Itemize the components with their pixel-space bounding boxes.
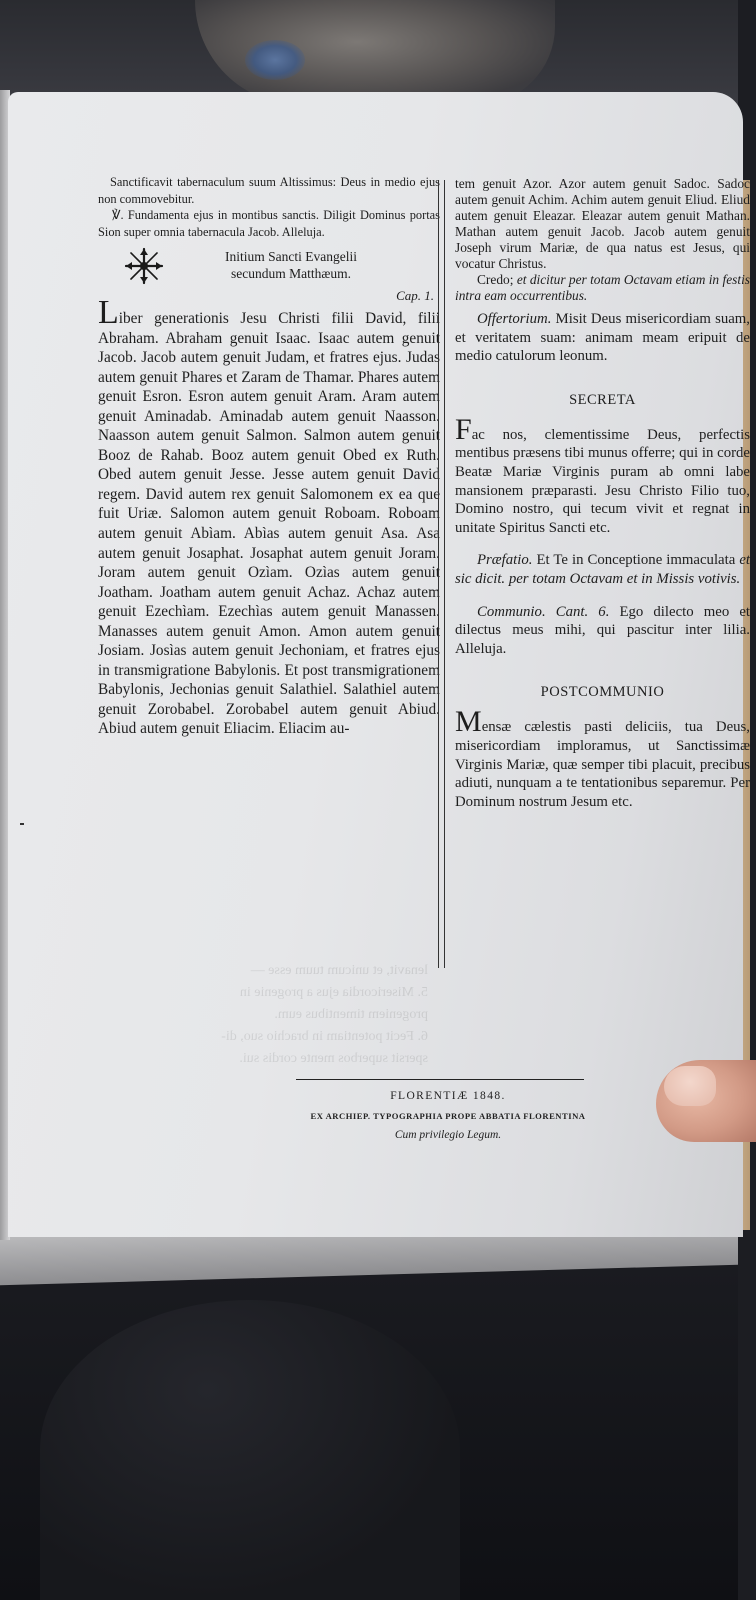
column-rule (438, 180, 445, 968)
gospel-continuation-block (455, 176, 750, 304)
gospel-continuation: tem genuit Azor. Azor autem genuit Sadoc. Sadoc autem genuit Achim. Achim autem genuit Eliud. Eliud autem genuit Eleazar. Eleazar autem genuit Mathan. Mathan autem genuit Jacob. Jacob autem genuit Joseph virum Mariæ, de qua natus est Jesus, qui vocatur Christus. (455, 176, 750, 271)
imprint-rule (296, 1079, 584, 1080)
credo-label: Credo; (477, 272, 514, 287)
intro-verse-1: Sanctificavit tabernaculum suum Altissimus: Deus in medio ejus non commovebitur. (98, 175, 440, 206)
page-mark (20, 823, 24, 825)
imprint-city: FLORENTIÆ 1848. (390, 1090, 506, 1102)
gospel-heading (98, 246, 440, 288)
offertory-label: Offertorium. (477, 311, 552, 327)
secreta-text (455, 412, 750, 538)
right-column (455, 176, 750, 811)
gospel-heading-line1: Initium Sancti Evangelii (225, 249, 357, 264)
imprint-press: EX ARCHIEP. TYPOGRAPHIA PROPE ABBATIA FLORENTINA (310, 1111, 586, 1121)
communio (455, 603, 750, 659)
imprint-privilege: Cum privilegio Legum. (394, 1129, 502, 1141)
gospel-initial: L (98, 294, 119, 331)
postcommunio-body: ensæ cælestis pasti deliciis, tua Deus, misericordiam imploramus, ut Sanctissimæ Virginis Mariæ, quæ semper tibi placuit, precibus adiuti, nunquam a te tentationibus separemur. Per Dominum nostrum Jesum etc. (455, 719, 750, 810)
gospel-body: iber generationis Jesu Christi filii David, filii Abraham. Abraham genuit Isaac. Isaac autem genuit Jacob. Jacob autem genuit Judam, et fratres ejus. Judas autem genuit Phares et Zaram de Thamar. Phares autem genuit Esron. Esron autem genuit Aram. Aram autem genuit Aminadab. Aminadab autem genuit Naasson. Naasson autem genuit Salmon. Salmon autem genuit Booz de Rahab. Booz autem genuit Obed ex Ruth. Obed autem genuit Jesse. Jesse autem genuit David regem. David autem rex genuit Salomonem ex ea que fuit Uriæ. Salomon autem genuit Roboam. Roboam autem genuit Abìam. Abìas autem genuit Asa. Asa autem genuit Josaphat. Josaphat autem genuit Joram. Joram autem genuit Ozìam. Ozìas autem genuit Joatham. Joatham autem genuit Achaz. Achaz autem genuit Ezechìam. Ezechìas autem genuit Manassen. Manasses autem genuit Amon. Amon autem genuit Josiam. Josìas autem genuit Jechoniam, et fratres ejus in transmigratione Babylonis. Et post transmigrationem Babylonis, Jechonias genuit Salathiel. Salathiel autem genuit Zorobabel. Zorobabel autem genuit Abiud. Abiud autem genuit Eliacim. Eliacim au- (98, 310, 440, 738)
intro-verses (98, 174, 440, 240)
dark-cloth (40, 1300, 460, 1600)
intro-verse-2: ℣. Fundamenta ejus in montibus sanctis. Diligit Dominus portas Sion super omnia tabernacula Jacob. Alleluja. (98, 208, 440, 239)
bleed-through-text: lenavit, et unicum tuum esse — 5. Misericordia ejus a progenie in progeniem timentibus eum. 6. Fecit potentiam in brachio suo, di- spersit superbos mente cordis sui. (221, 963, 428, 1066)
imprint (278, 1086, 618, 1144)
left-column (98, 174, 440, 739)
praefatio-text: Et Te in Conceptione immaculata (536, 552, 736, 569)
praefatio (455, 551, 750, 588)
gospel-heading-text (186, 248, 396, 282)
offertory-text: Misit Deus misericordiam suam, et veritatem suam: animam meam eripuit de medio catulorum leonum. (455, 311, 751, 365)
offertory (455, 310, 750, 366)
chapter-label: Cap. 1. (396, 288, 434, 303)
secreta-initial: F (455, 412, 472, 446)
postcommunio-title: POSTCOMMUNIO (540, 684, 665, 701)
book-page (8, 92, 751, 1237)
secreta-body: ac nos, clementissime Deus, perfectis mentibus præsens tibi munus offerre; qui in corde Beatæ Mariæ Virginis puram ab omni labe mansionem præparasti. Jesu Christo Filio tuo, Domino nostro, qui tecum vivit et regnat in unitate Spiritus Sancti etc. (455, 426, 750, 536)
praefatio-label: Præfatio. (477, 552, 533, 569)
postcommunio-initial: M (455, 705, 482, 739)
credo-rest: et dicitur per totam Octavam etiam in festis intra eam occurrentibus. (455, 272, 750, 303)
secreta-title: SECRETA (569, 391, 636, 408)
ornamental-cross-icon (122, 246, 166, 286)
communio-label: Communio. Cant. 6. (477, 603, 610, 620)
postcommunio-text (455, 705, 750, 811)
thumbnail-nail (664, 1066, 716, 1106)
credo-note (455, 272, 750, 304)
gospel-heading-line2: secundum Matthæum. (231, 266, 351, 281)
blurred-object-detail (245, 40, 305, 80)
praefatio-rest: et sic dicit. per totam Octavam et in Missis votivis. (455, 552, 751, 587)
communio-text: Ego dilecto meo et dilectus meus mihi, qui pascitur inter lilia. Alleluja. (455, 603, 750, 657)
